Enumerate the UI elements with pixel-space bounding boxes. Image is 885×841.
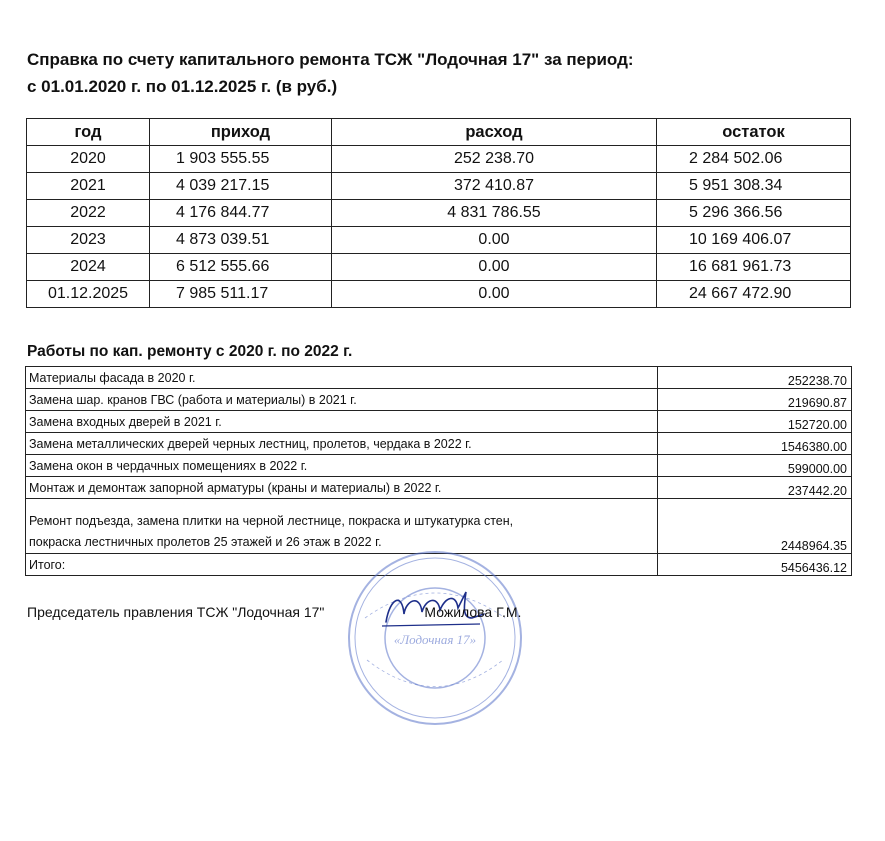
cell-year: 2021: [27, 173, 150, 200]
balance-header-row: [27, 119, 851, 146]
work-description-line-1: Ремонт подъезда, замена плитки на черной лестнице, покраска и штукатурка стен,: [29, 514, 514, 528]
work-amount: 2448964.35: [658, 499, 852, 554]
title-line-2: с 01.01.2020 г. по 01.12.2025 г. (в руб.): [27, 77, 338, 96]
cell-year: 2022: [27, 200, 150, 227]
balance-table: [26, 118, 851, 308]
cell-balance: 2 284 502.06: [657, 146, 851, 173]
work-amount: 1546380.00: [658, 433, 852, 455]
work-amount: 237442.20: [658, 477, 852, 499]
table-row: [26, 367, 852, 389]
work-amount: 599000.00: [658, 455, 852, 477]
cell-balance: 5 296 366.56: [657, 200, 851, 227]
cell-income: 7 985 511.17: [150, 281, 332, 308]
organization-stamp: [345, 548, 525, 728]
cell-balance: 5 951 308.34: [657, 173, 851, 200]
cell-income: 6 512 555.66: [150, 254, 332, 281]
header-year: год: [27, 119, 150, 146]
work-description: Замена входных дверей в 2021 г.: [26, 411, 658, 433]
cell-income: 4 039 217.15: [150, 173, 332, 200]
table-row: [27, 227, 851, 254]
signer-name: Можилова Г.М.: [424, 604, 522, 620]
cell-balance: 10 169 406.07: [657, 227, 851, 254]
work-amount: 252238.70: [658, 367, 852, 389]
cell-balance: 16 681 961.73: [657, 254, 851, 281]
work-description: Замена металлических дверей черных лестниц, пролетов, чердака в 2022 г.: [26, 433, 658, 455]
works-title: Работы по кап. ремонту с 2020 г. по 2022 г.: [27, 343, 353, 360]
work-amount: 152720.00: [658, 411, 852, 433]
work-description-line-2: покраска лестничных пролетов 25 этажей и 26 этаж в 2022 г.: [29, 535, 382, 549]
table-row: [26, 499, 852, 554]
table-row: [26, 455, 852, 477]
table-row: [27, 173, 851, 200]
work-description: Замена шар. кранов ГВС (работа и материалы) в 2021 г.: [26, 389, 658, 411]
cell-year: 2023: [27, 227, 150, 254]
cell-income: 4 873 039.51: [150, 227, 332, 254]
table-row: [27, 200, 851, 227]
header-income: приход: [150, 119, 332, 146]
cell-year: 2024: [27, 254, 150, 281]
work-description: [26, 499, 658, 554]
cell-balance: 24 667 472.90: [657, 281, 851, 308]
work-description: Монтаж и демонтаж запорной арматуры (краны и материалы) в 2022 г.: [26, 477, 658, 499]
work-amount: 219690.87: [658, 389, 852, 411]
work-description: Замена окон в чердачных помещениях в 2022 г.: [26, 455, 658, 477]
cell-income: 4 176 844.77: [150, 200, 332, 227]
cell-expense: 0.00: [332, 227, 657, 254]
table-row: [26, 389, 852, 411]
table-row: [26, 477, 852, 499]
signer-role: Председатель правления ТСЖ "Лодочная 17": [27, 604, 325, 620]
cell-year: 01.12.2025: [27, 281, 150, 308]
cell-year: 2020: [27, 146, 150, 173]
total-label: Итого:: [26, 554, 658, 576]
cell-expense: 4 831 786.55: [332, 200, 657, 227]
table-row: [27, 254, 851, 281]
table-row: [27, 146, 851, 173]
header-balance: остаток: [657, 119, 851, 146]
total-amount: 5456436.12: [658, 554, 852, 576]
work-description: Материалы фасада в 2020 г.: [26, 367, 658, 389]
table-row: [27, 281, 851, 308]
document-title: [27, 46, 634, 100]
title-line-1: Справка по счету капитального ремонта ТСЖ "Лодочная 17" за период:: [27, 50, 634, 69]
cell-expense: 372 410.87: [332, 173, 657, 200]
table-row: [26, 411, 852, 433]
table-row: [26, 433, 852, 455]
cell-expense: 252 238.70: [332, 146, 657, 173]
cell-expense: 0.00: [332, 254, 657, 281]
works-table: [25, 366, 852, 576]
header-expense: расход: [332, 119, 657, 146]
signature-line: [27, 604, 521, 620]
stamp-text: «Лодочная 17»: [393, 632, 477, 647]
cell-expense: 0.00: [332, 281, 657, 308]
cell-income: 1 903 555.55: [150, 146, 332, 173]
